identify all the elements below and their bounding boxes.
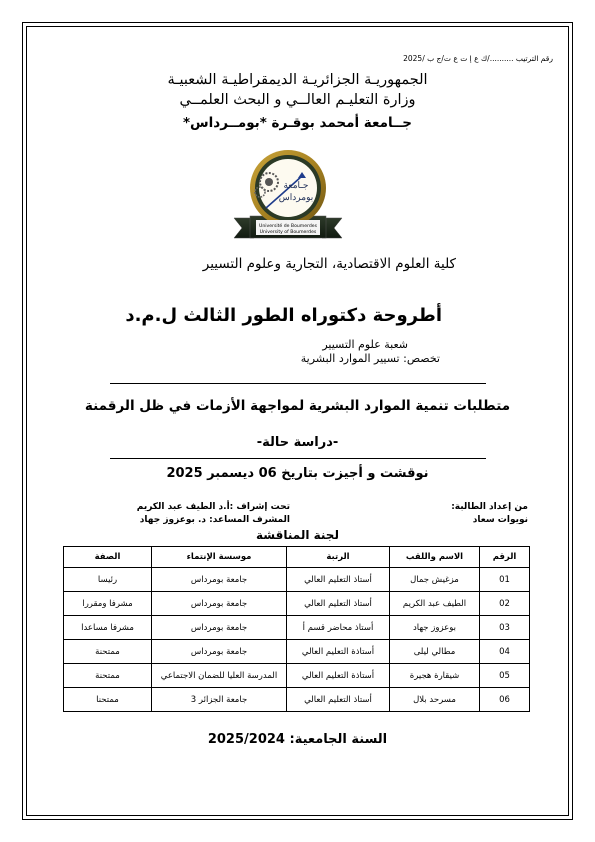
- committee-title: لجنة المناقشة: [256, 528, 339, 542]
- cell-rank: أستاذ التعليم العالي: [287, 688, 390, 712]
- table-header-row: [64, 547, 530, 568]
- cell-rank: أستاذة التعليم العالي: [287, 664, 390, 688]
- thesis-subject: متطلبات تنمية الموارد البشرية لمواجهة الأزمات في ظل الرقمنة: [84, 398, 511, 414]
- cell-number: 03: [480, 616, 530, 640]
- defense-date: نوقشت و أجيزت بتاريخ 06 ديسمبر 2025: [166, 466, 429, 481]
- cell-institution: جامعة الجزائر 3: [152, 688, 287, 712]
- cell-number: 05: [480, 664, 530, 688]
- academic-year: السنة الجامعية: 2025/2024: [207, 732, 388, 747]
- specialty-name: تخصص: تسيير الموارد البشرية: [300, 352, 440, 365]
- university-logo: [232, 148, 344, 244]
- logo-english-text: University of Boumerdes: [259, 230, 317, 235]
- cell-role: مشرفا مساعدا: [64, 616, 152, 640]
- cell-name: بوعزوز جهاد: [390, 616, 480, 640]
- cell-name: مزغيش جمال: [390, 568, 480, 592]
- jury-table: [63, 546, 530, 712]
- cell-number: 02: [480, 592, 530, 616]
- thesis-type: أطروحة دكتوراه الطور الثالث ل.م.د: [125, 305, 442, 326]
- header-rank: الرتبة: [287, 547, 390, 568]
- cell-role: ممتحنا: [64, 688, 152, 712]
- logo-arabic-line-2: بومرداس: [278, 193, 314, 203]
- supervisor-name: تحت إشراف :أ.د الطيف عبد الكريم: [136, 502, 290, 512]
- cell-rank: أستاذ محاضر قسم أ: [287, 616, 390, 640]
- cell-role: مشرفا ومقررا: [64, 592, 152, 616]
- student-name: نويوات سعاد: [472, 515, 528, 525]
- cell-institution: جامعة بومرداس: [152, 592, 287, 616]
- cell-name: الطيف عبد الكريم: [390, 592, 480, 616]
- table-row: [64, 688, 530, 712]
- divider-top: [110, 383, 486, 384]
- cell-number: 04: [480, 640, 530, 664]
- logo-french-text: Université de Boumerdes: [258, 224, 318, 229]
- cell-number: 06: [480, 688, 530, 712]
- table-row: [64, 592, 530, 616]
- faculty-name: كلية العلوم الاقتصادية، التجارية وعلوم التسيير: [202, 256, 456, 272]
- cell-rank: أستاذ التعليم العالي: [287, 568, 390, 592]
- cell-rank: أستاذ التعليم العالي: [287, 592, 390, 616]
- co-supervisor-name: المشرف المساعد: د. بوعزوز جهاد: [139, 515, 290, 525]
- cell-number: 01: [480, 568, 530, 592]
- case-study-label: -دراسة حالة-: [256, 435, 339, 450]
- cell-name: شيقارة هجيرة: [390, 664, 480, 688]
- cell-institution: المدرسة العليا للضمان الاجتماعي: [152, 664, 287, 688]
- cell-name: مطالي ليلى: [390, 640, 480, 664]
- cell-role: ممتحنة: [64, 664, 152, 688]
- header-role: الصفة: [64, 547, 152, 568]
- cell-role: رئيسا: [64, 568, 152, 592]
- cell-institution: جامعة بومرداس: [152, 616, 287, 640]
- header-institution: موسسة الإنتماء: [152, 547, 287, 568]
- cell-name: مسرحد بلال: [390, 688, 480, 712]
- table-row: [64, 568, 530, 592]
- table-row: [64, 640, 530, 664]
- table-row: [64, 664, 530, 688]
- prepared-by-label: من إعداد الطالبة:: [451, 502, 528, 512]
- header-name: الاسم واللقب: [390, 547, 480, 568]
- ministry-title: وزارة التعليـم العالــي و البحث العلمــي: [179, 92, 416, 108]
- cell-role: ممتحنة: [64, 640, 152, 664]
- divider-bottom: [110, 458, 486, 459]
- republic-title: الجمهوريـة الجزائريـة الديمقراطيـة الشعبيـة: [167, 72, 428, 88]
- university-title: جــامعة أمحمد بوقـرة *بومــرداس*: [182, 115, 413, 131]
- logo-arabic-line-1: جـامعة: [283, 181, 309, 191]
- branch-name: شعبة علوم التسيير: [322, 338, 408, 351]
- cell-institution: جامعة بومرداس: [152, 640, 287, 664]
- serial-number: رقم الترتيب ........../ك ع إ ت ع ت/ج ب /2025: [403, 54, 553, 63]
- cell-institution: جامعة بومرداس: [152, 568, 287, 592]
- table-row: [64, 616, 530, 640]
- header-number: الرقم: [480, 547, 530, 568]
- cell-rank: أستاذة التعليم العالي: [287, 640, 390, 664]
